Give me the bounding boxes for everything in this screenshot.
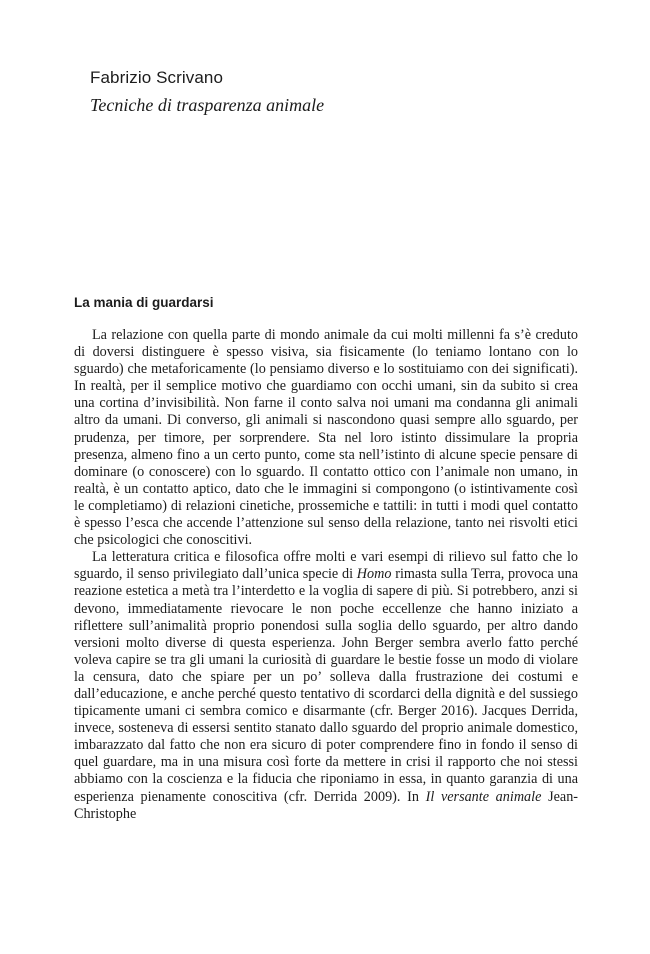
chapter-title: Tecniche di trasparenza animale <box>90 95 325 115</box>
italic-book-title: Il versante animale <box>425 788 542 805</box>
paragraph <box>74 549 578 823</box>
paragraph: La relazione con quella parte di mondo animale da cui molti millenni fa s’è creduto di doversi distinguere è spesso visiva, sia fisicamente (lo teniamo lontano con lo sguardo) che metaforicamente (lo pensiamo diverso e lo sostituiamo con dei significati). In realtà, per il semplice motivo che guardiamo con occhi umani, sin da subito si crea una cortina d’invisibilità. Non farne il conto salva noi umani ma condanna gli animali altro da umani. Di converso, gli animali si nascondono quasi sempre allo sguardo, per prudenza, per timore, per sorprendere. Sta nel loro istinto dissimulare la propria presenza, almeno fino a un certo punto, come sta nell’istinto di alcune specie pensare di dominare (o conoscere) con lo sguardo. Il contatto ottico con l’animale non umano, in realtà, è un contatto aptico, dato che le immagini si compongono (o istintivamente così le completiamo) di relazioni cinetiche, prossemiche e tattili: in tutti i modi quel contatto è spesso l’esca che accende l’attenzione sul senso della relazione, tanto nei risvolti etici che psicologici che conoscitivi. <box>74 327 578 549</box>
text-span: La letteratura critica e filosofica offre molti e vari esempi di rilievo sul fatto che lo sguardo, il senso privilegiato dall’unica specie di <box>74 549 578 583</box>
body-text <box>74 327 578 823</box>
text-span: rimasta sulla Terra, provoca una reazione estetica a metà tra l’interdetto e la voglia di sapere di più. Si potrebbero, anzi si devono, immediatamente rievocare le non poche eccellenze che hanno iniziato a riflettere sull’animalità proprio ponendosi sulla soglia dello sguardo, per altro dando versioni molto diverse di questa esperienza. John Berger sembra averlo fatto perché voleva capire se tra gli umani la curiosità di guardare le bestie fosse un modo di violare la censura, dato che spiare per un po’ solleva dalla frustrazione dei costumi e dall’educazione, e anche perché questo tentativo di scordarci della dignità e del sussiego tipicamente umani ci sembra comico e disarmante (cfr. Berger 2016). Jacques Derrida, invece, sosteneva di essersi sentito stanato dallo sguardo del proprio animale domestico, imbarazzato dal fatto che non era sicuro di poter comprendere fino in fondo il senso di quel guardare, ma in una misura così forte da mettere in crisi il rapporto che noi stessi abbiamo con la coscienza e la fiducia che riponiamo in essa, in quanto garanzia di una esperienza pienamente conoscitiva (cfr. Derrida 2009). In <box>74 566 578 805</box>
italic-term: Homo <box>356 566 392 583</box>
text-span: Jean-Christophe <box>74 788 579 822</box>
chapter-author: Fabrizio Scrivano <box>90 68 224 87</box>
section-heading: La mania di guardarsi <box>74 295 214 310</box>
